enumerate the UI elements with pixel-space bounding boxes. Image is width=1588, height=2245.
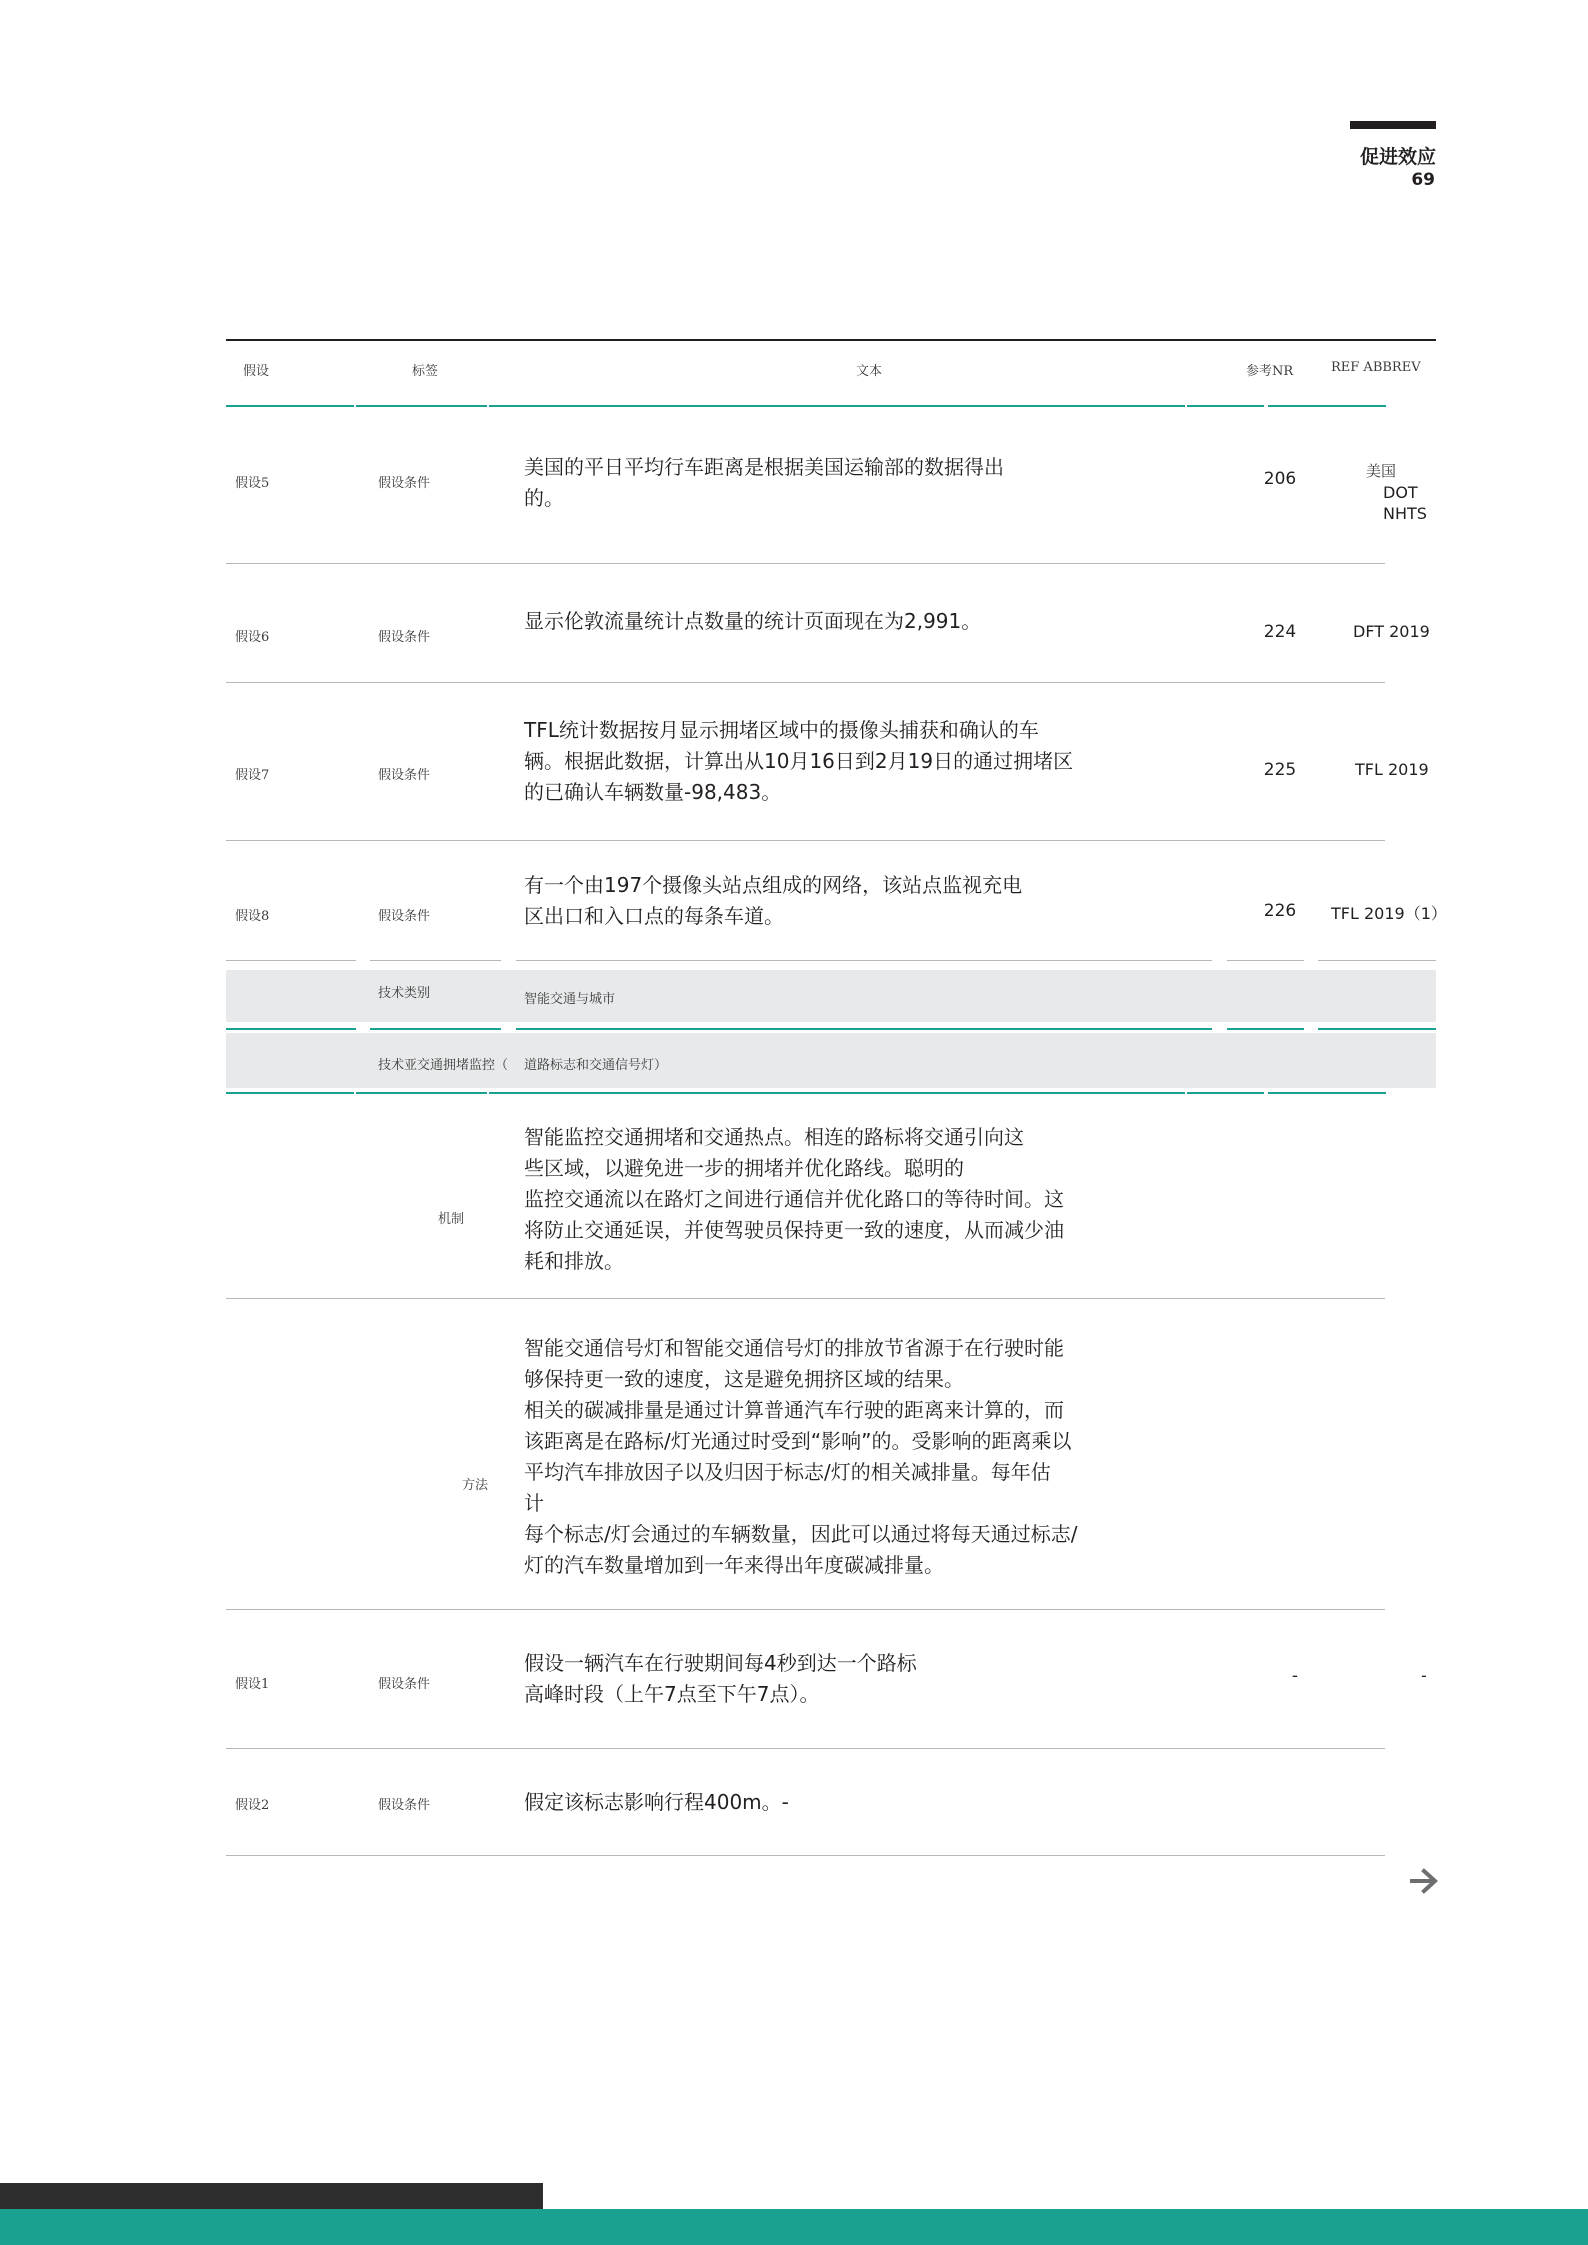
divider: [356, 1092, 487, 1094]
header-rule: [1350, 121, 1436, 129]
row-divider: [226, 1748, 1385, 1749]
footer-dark-bar: [0, 2183, 543, 2209]
column-header-text: 文本: [856, 364, 883, 379]
mechanism-text: 智能监控交通拥堵和交通热点。相连的路标将交通引向这 些区域，以避免进一步的拥堵并优化路线。聪明的 监控交通流以在路灯之间进行通信并优化路口的等待时间。这 将防止交通延误，并使驾驶员保持更一致的速度，从而减少油 耗和排放。: [524, 1125, 1064, 1273]
row-assumption-id: 假设6: [235, 630, 270, 645]
row-ref-abbrev: -: [1421, 1666, 1427, 1685]
divider: [370, 1028, 501, 1030]
row-ref-nr: 225: [1263, 760, 1297, 780]
row-ref-nr: 224: [1263, 622, 1297, 642]
row-text: 有一个由197个摄像头站点组成的网络，该站点监视充电 区出口和入口点的每条车道。: [524, 873, 1023, 928]
divider: [226, 1092, 354, 1094]
row-text: TFL统计数据按月显示拥堵区域中的摄像头捕获和确认的车 辆。根据此数据，计算出从10月16日到2月19日的通过拥堵区 的已确认车辆数量-98,483。: [524, 718, 1074, 804]
row-assumption-id: 假设8: [235, 909, 270, 924]
row-ref-nr: -: [1291, 1666, 1299, 1686]
row-assumption-id: 假设7: [235, 768, 270, 783]
column-header-ref-nr: 参考NR: [1246, 364, 1294, 379]
row-divider: [516, 960, 1212, 961]
row-ref-nr: 226: [1263, 901, 1297, 921]
row-label: 假设条件: [378, 1798, 431, 1813]
column-header-assumption: 假设: [243, 364, 270, 379]
row-text: 美国的平日平均行车距离是根据美国运输部的数据得出 的。: [524, 455, 1004, 510]
row-divider: [370, 960, 501, 961]
divider: [1318, 1028, 1436, 1030]
divider: [356, 405, 487, 407]
tech-category-label: 技术类别: [378, 986, 431, 1001]
column-header-label: 标签: [412, 364, 439, 379]
row-divider: [226, 960, 356, 961]
row-assumption-id: 假设2: [235, 1798, 270, 1813]
row-divider: [226, 1609, 1385, 1610]
row-ref-abbrev: TFL 2019: [1355, 760, 1429, 779]
column-header-ref-abbrev: REF ABBREV: [1331, 360, 1421, 375]
row-divider: [1318, 960, 1436, 961]
page-number: 69: [1411, 170, 1435, 190]
row-label: 假设条件: [378, 768, 431, 783]
method-text: 智能交通信号灯和智能交通信号灯的排放节省源于在行驶时能 够保持更一致的速度，这是避免拥挤区域的结果。 相关的碳减排量是通过计算普通汽车行驶的距离来计算的，而 该距离是在路标/灯光通过时受到“影响”的。受影响的距离乘以 平均汽车排放因子以及归因于标志/灯的相关减排量。每年估 计 每个标志/灯会通过的车辆数量，因此可以通过将每天通过标志/ 灯的汽车数量增加到一年来得出年度碳减排量。: [524, 1336, 1078, 1577]
tech-sub-label: 技术亚交通拥堵监控（: [378, 1058, 509, 1073]
row-divider: [1227, 960, 1304, 961]
row-assumption-id: 假设1: [235, 1677, 270, 1692]
divider: [1187, 405, 1264, 407]
divider: [489, 405, 1185, 407]
method-label: 方法: [462, 1478, 489, 1493]
table-top-rule: [226, 339, 1436, 341]
divider: [1187, 1092, 1264, 1094]
row-assumption-id: 假设5: [235, 476, 270, 491]
row-text: 显示伦敦流量统计点数量的统计页面现在为2,991。: [524, 609, 982, 633]
row-ref-nr: 206: [1263, 469, 1297, 489]
divider: [226, 405, 354, 407]
row-text: 假定该标志影响行程400m。-: [524, 1790, 789, 1814]
row-divider: [226, 1298, 1385, 1299]
divider: [1227, 1028, 1304, 1030]
divider: [516, 1028, 1212, 1030]
mechanism-label: 机制: [438, 1212, 465, 1227]
divider: [1268, 405, 1386, 407]
tech-sub-value: 道路标志和交通信号灯）: [524, 1058, 668, 1073]
divider: [226, 1028, 356, 1030]
divider: [489, 1092, 1185, 1094]
row-label: 假设条件: [378, 630, 431, 645]
tech-category-value: 智能交通与城市: [524, 992, 616, 1007]
section-title: 促进效应: [1359, 146, 1436, 168]
row-ref-abbrev: DFT 2019: [1353, 622, 1430, 641]
row-label: 假设条件: [378, 1677, 431, 1692]
row-ref-abbrev: TFL 2019（1）: [1331, 904, 1447, 923]
row-divider: [226, 563, 1385, 564]
row-divider: [226, 840, 1385, 841]
arrow-right-icon[interactable]: [1410, 1868, 1440, 1894]
row-ref-abbrev: DOT NHTS: [1383, 483, 1427, 523]
row-divider: [226, 682, 1385, 683]
row-divider: [226, 1855, 1385, 1856]
footer-teal-bar: [0, 2209, 1588, 2245]
row-label: 假设条件: [378, 476, 431, 491]
row-label: 假设条件: [378, 909, 431, 924]
row-text: 假设一辆汽车在行驶期间每4秒到达一个路标 高峰时段（上午7点至下午7点）。: [524, 1651, 917, 1706]
divider: [1268, 1092, 1386, 1094]
row-ref-abbrev-cn: 美国: [1366, 462, 1397, 480]
